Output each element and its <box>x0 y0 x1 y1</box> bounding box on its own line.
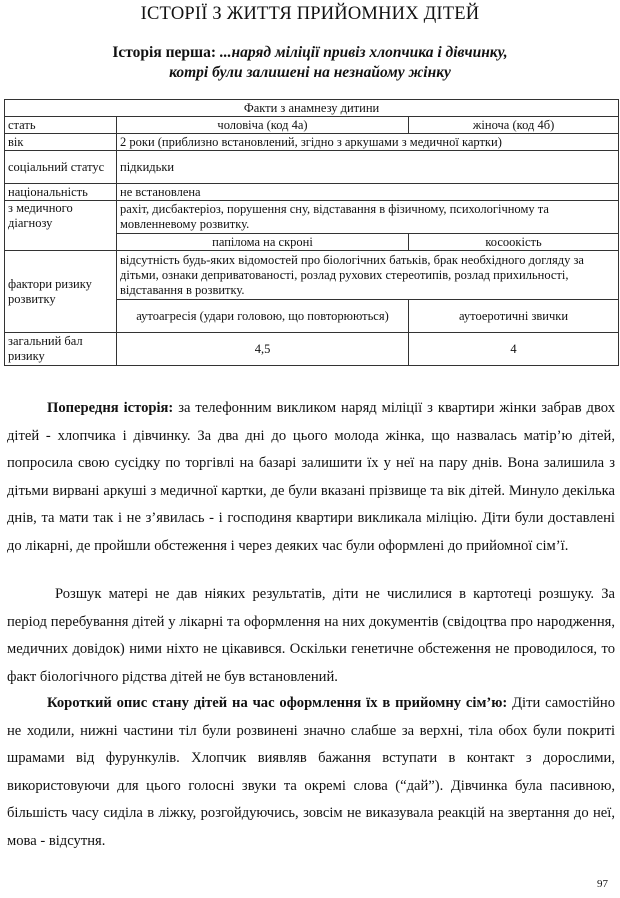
table-row-social <box>5 151 619 184</box>
table-caption: Факти з анамнезу дитини <box>5 100 619 117</box>
row-label-social: соціальний статус <box>5 151 117 184</box>
subtitle-line-2: котрі були залишені на незнайому жінку <box>169 64 451 81</box>
page-number: 97 <box>597 878 608 890</box>
row-label-sex: стать <box>5 117 117 134</box>
paragraph-search <box>7 581 615 691</box>
story-subtitle <box>40 43 580 83</box>
anamnesis-table <box>4 99 619 366</box>
page-title: ІСТОРІЇ З ЖИТТЯ ПРИЙОМНИХ ДІТЕЙ <box>140 4 480 24</box>
table-row-sex <box>5 117 619 134</box>
table-caption-row <box>5 100 619 117</box>
row-label-diagnosis: з медичного діагнозу <box>5 201 117 251</box>
row-label-score: загальний бал ризику <box>5 333 117 366</box>
sex-girl: жіноча (код 4б) <box>409 117 619 134</box>
paragraph-3-text: Діти самостійно не ходили, нижні частини тіл були розвинені значно слабше за верхні, тіла обох були покриті шрамами від фурункулів. Хлопчик виявляв бажання вступати в контакт з дорослими, використовуючи для цього голосні звуки та окремі слова (“дай”). Дівчинка була пасивною, більшість часу сиділа в ліжку, розгойдуючись, зовсім не виказувала реакцій на звертання до неї, мова - відсутня. <box>7 695 615 849</box>
table-row-nationality <box>5 184 619 201</box>
row-label-nationality: національність <box>5 184 117 201</box>
table-row-age <box>5 134 619 151</box>
risk-boy: аутоагресія (удари головою, що повторюються) <box>117 300 409 333</box>
subtitle-line-1: ...наряд міліції привіз хлопчика і дівчинку, <box>219 44 508 61</box>
social-value: підкидьки <box>117 151 619 184</box>
row-label-age: вік <box>5 134 117 151</box>
paragraph-children-state <box>7 690 615 855</box>
paragraph-previous-history <box>7 395 615 560</box>
paragraph-2-text: Розшук матері не дав ніяких результатів, діти не числилися в картотеці розшуку. За період перебування дітей у лікарні та оформлення на них документів (свідоцтва про народження, медичних довідок) ними ніхто не цікавився. Оскільки генетичне обстеження не проводилося, то факт біологічного рідства дітей не був встановлений. <box>7 586 615 685</box>
sex-boy: чоловіча (код 4а) <box>117 117 409 134</box>
diagnosis-boy: папілома на скроні <box>117 234 409 251</box>
table-row-risk <box>5 251 619 300</box>
paragraph-1-text: за телефонним викликом наряд міліції з квартири жінки забрав двох дітей - хлопчика і дівчинку. За два дні до цього молода жінка, що назвалась матір’ю дітей, попросила свою сусідку по торгівлі на базарі залишити їх у неї на пару днів. Вона залишила з дітьми вирвані аркуші з медичної картки, де були вказані прізвище та вік дітей. Минуло декілька днів, та мати так і не з’явилась - і господиня квартири викликала міліцію. Діти були доставлені до лікарні, де пройшли обстеження і через деяких час були оформлені до прийомної сім’ї. <box>7 400 615 554</box>
diagnosis-girl: косоокість <box>409 234 619 251</box>
score-girl: 4 <box>409 333 619 366</box>
subtitle-label: Історія перша: <box>112 44 217 61</box>
diagnosis-common: рахіт, дисбактеріоз, порушення сну, відставання в фізичному, психологічному та мовленневому розвитку. <box>117 201 619 234</box>
score-boy: 4,5 <box>117 333 409 366</box>
paragraph-3-heading: Короткий опис стану дітей на час оформлення їх в прийомну сім’ю: <box>47 695 508 711</box>
row-label-risk: фактори ризику розвитку <box>5 251 117 333</box>
risk-girl: аутоеротичні звички <box>409 300 619 333</box>
risk-common: відсутність будь-яких відомостей про біологічних батьків, брак необхідного догляду за дітьми, ознаки деприватованості, розлад рухових стереотипів, розлад прихильності, відставання в розвитку. <box>117 251 619 300</box>
age-value: 2 роки (приблизно встановлений, згідно з аркушами з медичної картки) <box>117 134 619 151</box>
table-row-score <box>5 333 619 366</box>
nationality-value: не встановлена <box>117 184 619 201</box>
paragraph-1-heading: Попередня історія: <box>47 400 174 416</box>
table-row-diagnosis <box>5 201 619 234</box>
